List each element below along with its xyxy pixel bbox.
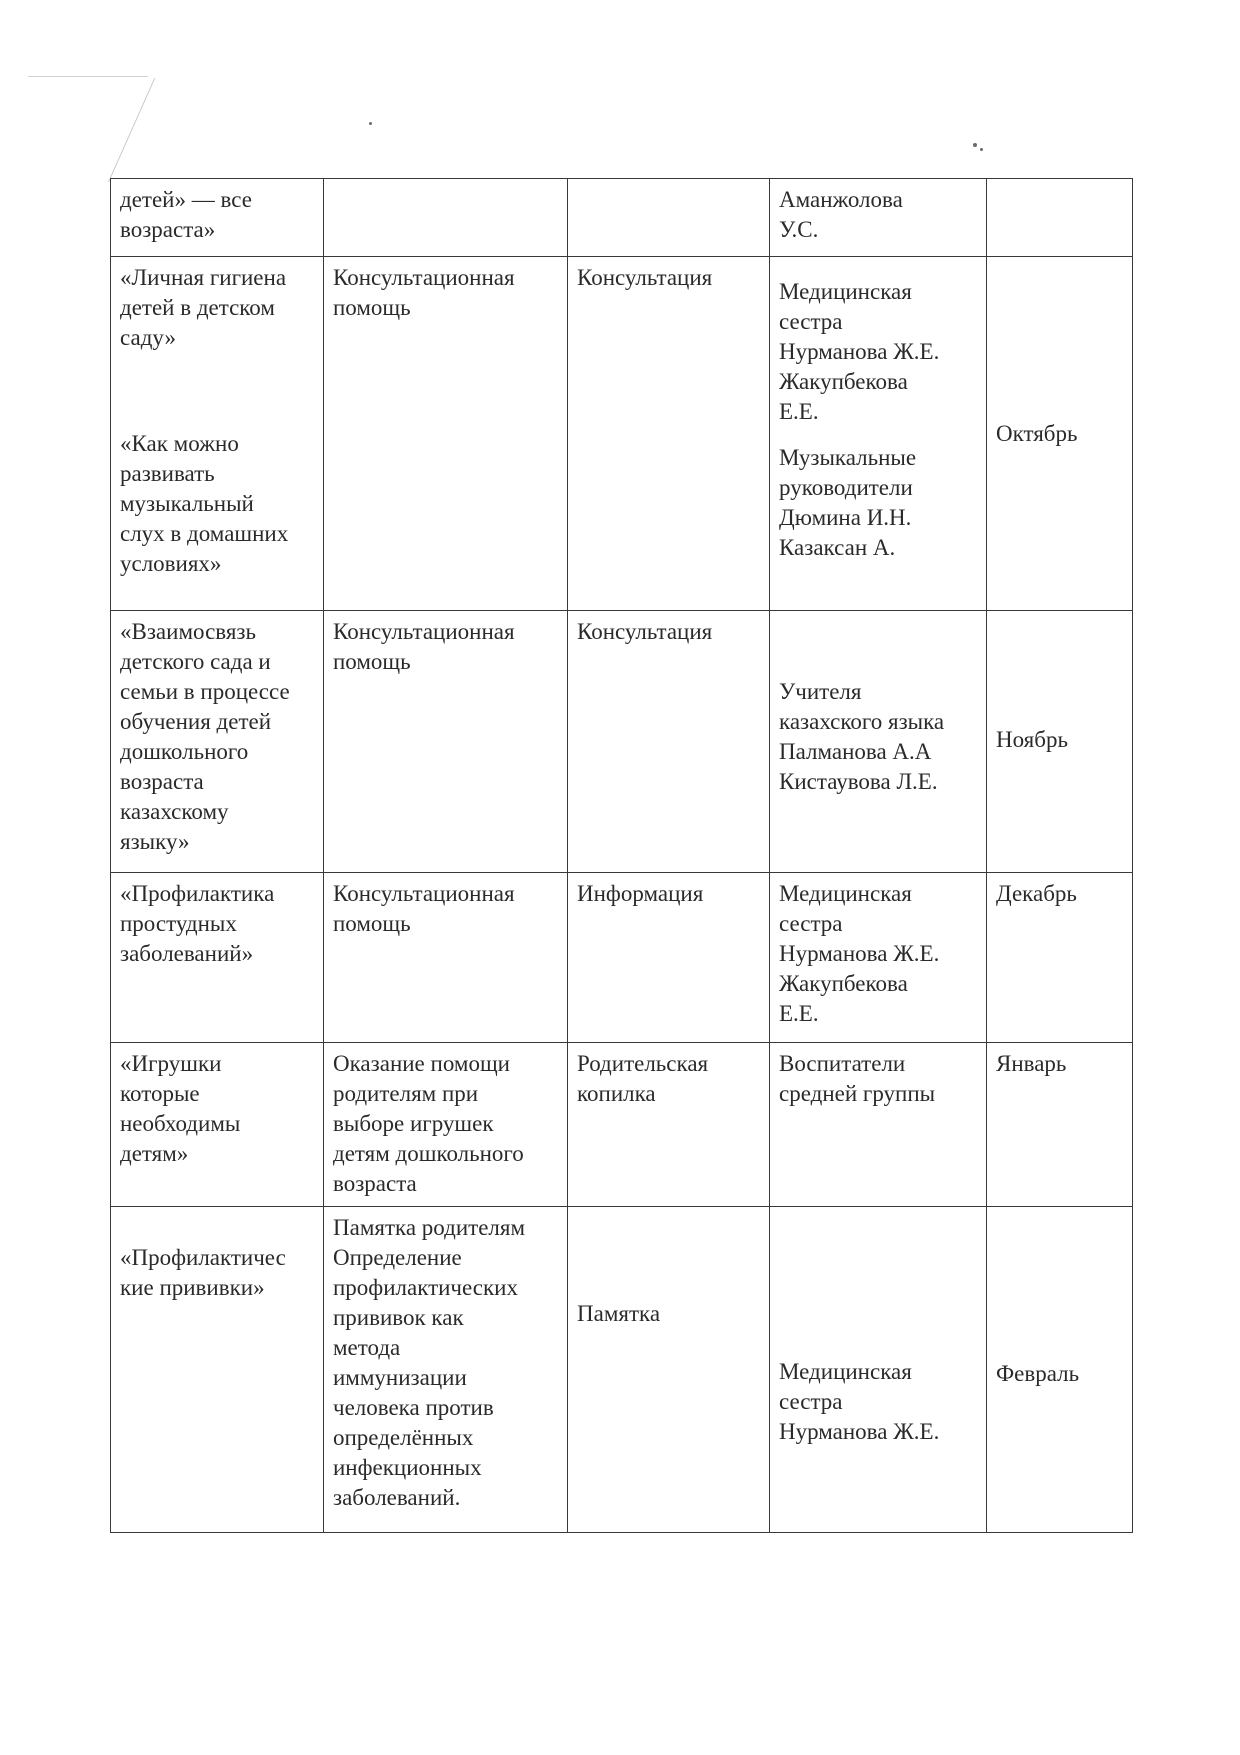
responsible-line: Воспитатели	[779, 1051, 906, 1076]
form-line: прививок как	[333, 1305, 464, 1330]
topic-line: дошкольного	[120, 739, 249, 764]
topic-line: казахскому	[120, 799, 229, 824]
topic-line: возраста»	[120, 217, 216, 242]
form-line: Оказание помощи	[333, 1051, 510, 1076]
topic-line: которые	[120, 1081, 200, 1106]
responsible-line: Нурманова Ж.Е.	[779, 1419, 940, 1444]
scan-speck	[980, 148, 983, 151]
form-line: выборе игрушек	[333, 1111, 494, 1136]
scan-speck	[369, 122, 372, 125]
responsible-line: сестра	[779, 911, 843, 936]
topic-line: «Профилактика	[120, 881, 275, 906]
table-row	[111, 1207, 1133, 1533]
topic-line: детского сада и	[120, 649, 271, 674]
form-cell	[324, 179, 568, 257]
topic-line: возраста	[120, 769, 204, 794]
responsible-cell	[770, 611, 987, 873]
responsible-cell	[770, 257, 987, 611]
responsible-line: Кистаувова Л.Е.	[779, 769, 938, 794]
form-line: инфекционных	[333, 1455, 482, 1480]
topic-cell	[111, 611, 324, 873]
kind-cell	[568, 179, 770, 257]
form-line: детям дошкольного	[333, 1141, 524, 1166]
topic-line: «Как можно	[120, 431, 239, 456]
month-cell	[987, 1207, 1133, 1533]
responsible-cell	[770, 1207, 987, 1533]
form-cell	[324, 257, 568, 611]
month-cell	[987, 1043, 1133, 1207]
responsible-line: Медицинская	[779, 279, 912, 304]
responsible-line: Аманжолова	[779, 187, 903, 212]
form-line: помощь	[333, 911, 411, 936]
month-cell	[987, 257, 1133, 611]
topic-line: условиях»	[120, 551, 222, 576]
topic-line: музыкальный	[120, 491, 254, 516]
topic-line: «Личная гигиена	[120, 265, 287, 290]
form-line: Консультационная	[333, 881, 515, 906]
topic-cell	[111, 1207, 324, 1533]
form-line: помощь	[333, 649, 411, 674]
topic-line: детям»	[120, 1141, 189, 1166]
table-row	[111, 1043, 1133, 1207]
form-line: заболеваний.	[333, 1485, 461, 1510]
form-line: человека против	[333, 1395, 494, 1420]
topic-line: детей» — все	[120, 187, 252, 212]
form-line: иммунизации	[333, 1365, 467, 1390]
kind-cell	[568, 257, 770, 611]
topic-line: детей в детском	[120, 295, 275, 320]
month-cell	[987, 179, 1133, 257]
topic-line: развивать	[120, 461, 215, 486]
form-line: Памятка родителям	[333, 1215, 526, 1240]
responsible-line: Дюмина И.Н.	[779, 505, 912, 530]
table-row	[111, 179, 1133, 257]
responsible-line: Музыкальные	[779, 445, 917, 470]
form-line: профилактических	[333, 1275, 518, 1300]
form-cell	[324, 1207, 568, 1533]
topic-line: слух в домашних	[120, 521, 289, 546]
topic-line: заболеваний»	[120, 941, 254, 966]
responsible-cell	[770, 1043, 987, 1207]
responsible-line: средней группы	[779, 1081, 936, 1106]
responsible-cell	[770, 873, 987, 1043]
topic-cell	[111, 873, 324, 1043]
responsible-line: руководители	[779, 475, 913, 500]
form-cell	[324, 1043, 568, 1207]
topic-line: «Профилактичес	[120, 1245, 286, 1270]
topic-line: кие прививки»	[120, 1275, 265, 1300]
form-line: родителям при	[333, 1081, 479, 1106]
topic-line: обучения детей	[120, 709, 272, 734]
kind-line: Консультация	[577, 265, 713, 290]
kind-line: Информация	[577, 881, 704, 906]
month-cell	[987, 611, 1133, 873]
responsible-line: сестра	[779, 309, 843, 334]
responsible-line: Е.Е.	[779, 1001, 819, 1026]
responsible-line: У.С.	[779, 217, 819, 242]
responsible-line: Жакупбекова	[779, 369, 908, 394]
topic-line: языку»	[120, 829, 190, 854]
kind-line: копилка	[577, 1081, 656, 1106]
responsible-line: Нурманова Ж.Е.	[779, 941, 940, 966]
responsible-line: казахского языка	[779, 709, 945, 734]
scan-margin-line	[28, 76, 148, 77]
scan-margin-slash	[108, 78, 201, 182]
kind-cell	[568, 1043, 770, 1207]
responsible-cell	[770, 179, 987, 257]
month-label: Декабрь	[996, 881, 1077, 906]
schedule-table	[110, 178, 1133, 1533]
form-line: Определение	[333, 1245, 462, 1270]
responsible-line: Медицинская	[779, 881, 912, 906]
kind-cell	[568, 1207, 770, 1533]
responsible-line: Е.Е.	[779, 399, 819, 424]
topic-cell	[111, 257, 324, 611]
month-cell	[987, 873, 1133, 1043]
month-label: Октябрь	[996, 421, 1078, 446]
kind-line: Консультация	[577, 619, 713, 644]
topic-line: семьи в процессе	[120, 679, 290, 704]
topic-line: саду»	[120, 325, 176, 350]
topic-line: простудных	[120, 911, 237, 936]
kind-cell	[568, 873, 770, 1043]
responsible-line: Жакупбекова	[779, 971, 908, 996]
topic-line: «Взаимосвязь	[120, 619, 256, 644]
scan-speck	[973, 143, 977, 147]
form-line: определённых	[333, 1425, 474, 1450]
month-label: Ноябрь	[996, 727, 1068, 752]
responsible-line: Казаксан А.	[779, 535, 896, 560]
form-line: метода	[333, 1335, 401, 1360]
responsible-line: Учителя	[779, 679, 862, 704]
month-label: Январь	[996, 1051, 1067, 1076]
responsible-line: Палманова А.А	[779, 739, 932, 764]
table-row	[111, 257, 1133, 611]
form-cell	[324, 611, 568, 873]
kind-line: Родительская	[577, 1051, 709, 1076]
topic-line: «Игрушки	[120, 1051, 222, 1076]
table-row	[111, 873, 1133, 1043]
form-cell	[324, 873, 568, 1043]
topic-cell	[111, 1043, 324, 1207]
form-line: помощь	[333, 295, 411, 320]
form-line: Консультационная	[333, 619, 515, 644]
spacer	[120, 353, 315, 429]
form-line: возраста	[333, 1171, 417, 1196]
responsible-line: Медицинская	[779, 1359, 912, 1384]
responsible-line: сестра	[779, 1389, 843, 1414]
topic-line: необходимы	[120, 1111, 241, 1136]
responsible-line: Нурманова Ж.Е.	[779, 339, 940, 364]
table-row	[111, 611, 1133, 873]
kind-line: Памятка	[577, 1301, 661, 1326]
topic-cell	[111, 179, 324, 257]
spacer	[779, 427, 978, 443]
kind-cell	[568, 611, 770, 873]
month-label: Февраль	[996, 1361, 1080, 1386]
form-line: Консультационная	[333, 265, 515, 290]
